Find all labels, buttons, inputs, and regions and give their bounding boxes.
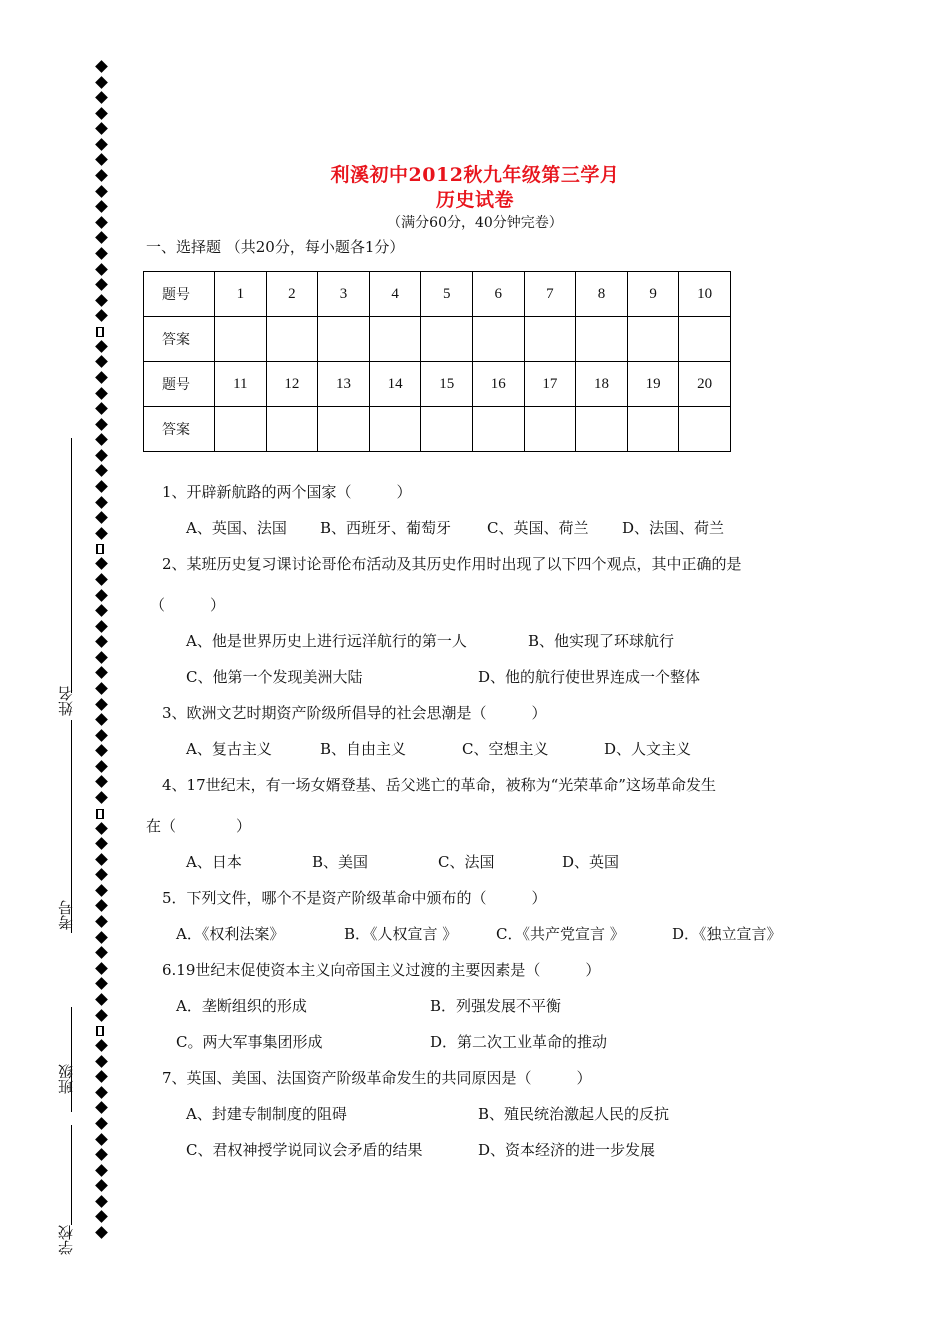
- diamond-mark: [95, 962, 108, 975]
- diamond-mark: [95, 247, 108, 260]
- q4-option-d: D、英国: [562, 853, 620, 871]
- q7-option-c: C、君权神授学说同议会矛盾的结果: [186, 1141, 423, 1159]
- diamond-mark: [95, 931, 108, 944]
- grid-row-label: 题号: [144, 272, 215, 317]
- diamond-mark: [95, 496, 108, 509]
- q5-option-d: D．《独立宣言》: [672, 925, 782, 943]
- q5-option-b: B．《人权宣言 》: [344, 925, 458, 943]
- question-3-stem: 3、欧洲文艺时期资产阶级所倡导的社会思潮是（ ）: [162, 704, 547, 722]
- grid-row-label: 题号: [144, 362, 215, 407]
- grid-cell: 5: [421, 272, 473, 317]
- grid-cell: 17: [524, 362, 576, 407]
- diamond-mark: [95, 635, 108, 648]
- diamond-mark: [95, 713, 108, 726]
- exam-title-line1: 利溪初中2012秋九年级第三学月: [330, 164, 620, 186]
- diamond-mark: [95, 853, 108, 866]
- grid-cell: 4: [369, 272, 421, 317]
- diamond-mark: [95, 263, 108, 276]
- diamond-border: [92, 62, 112, 1244]
- diamond-mark: [95, 915, 108, 928]
- diamond-mark: [95, 122, 108, 135]
- diamond-mark: [95, 1148, 108, 1161]
- diamond-mark: [95, 1164, 108, 1177]
- school-label: 学校: [57, 1225, 75, 1255]
- question-2-stem-cont: （ ）: [150, 596, 226, 614]
- diamond-mark: [95, 278, 108, 291]
- answer-cell[interactable]: [679, 407, 731, 452]
- grid-cell: 13: [318, 362, 370, 407]
- diamond-mark: [95, 138, 108, 151]
- answer-cell[interactable]: [266, 407, 318, 452]
- diamond-mark: [95, 884, 108, 897]
- answer-cell[interactable]: [369, 407, 421, 452]
- diamond-mark: [95, 294, 108, 307]
- diamond-mark: [95, 1179, 108, 1192]
- diamond-mark: [95, 1086, 108, 1099]
- diamond-mark: [95, 1009, 108, 1022]
- grid-cell: 7: [524, 272, 576, 317]
- diamond-mark: [95, 76, 108, 89]
- diamond-mark: [95, 1102, 108, 1115]
- diamond-mark: [95, 1055, 108, 1068]
- grid-row-numbers-2: [144, 362, 731, 407]
- q6-option-a: A．垄断组织的形成: [176, 997, 307, 1015]
- grid-row-label: 答案: [144, 407, 215, 452]
- grid-cell: 9: [627, 272, 679, 317]
- diamond-mark: [95, 418, 108, 431]
- diamond-mark: [95, 449, 108, 462]
- q1-option-d: D、法国、荷兰: [622, 519, 725, 537]
- q3-option-b: B、自由主义: [320, 740, 407, 758]
- q2-option-c: C、他第一个发现美洲大陆: [186, 668, 363, 686]
- q4-option-b: B、美国: [312, 853, 369, 871]
- name-label: 姓名: [57, 686, 75, 716]
- grid-cell: 14: [369, 362, 421, 407]
- answer-grid: [143, 271, 731, 452]
- diamond-mark: [95, 1226, 108, 1239]
- grid-cell: 8: [576, 272, 628, 317]
- diamond-mark: [95, 744, 108, 757]
- answer-cell[interactable]: [524, 407, 576, 452]
- diamond-mark: [95, 573, 108, 586]
- grid-cell: 11: [215, 362, 267, 407]
- question-1-stem: 1、开辟新航路的两个国家（ ）: [162, 483, 412, 501]
- answer-cell[interactable]: [679, 317, 731, 362]
- diamond-mark: [95, 1211, 108, 1224]
- diamond-mark: [95, 107, 108, 120]
- diamond-mark: [95, 667, 108, 680]
- name-line: [71, 438, 72, 693]
- diamond-mark: [95, 480, 108, 493]
- answer-cell[interactable]: [421, 407, 473, 452]
- diamond-mark: [95, 60, 108, 73]
- q3-option-a: A、复古主义: [186, 740, 272, 758]
- question-6-stem: 6.19世纪末促使资本主义向帝国主义过渡的主要因素是（ ）: [162, 961, 601, 979]
- diamond-mark: [95, 822, 108, 835]
- grid-cell: 16: [472, 362, 524, 407]
- q6-option-b: B．列强发展不平衡: [430, 997, 562, 1015]
- q5-option-c: C．《共产党宣言 》: [496, 925, 625, 943]
- q1-option-b: B、西班牙、葡萄牙: [320, 519, 452, 537]
- answer-cell[interactable]: [215, 317, 267, 362]
- diamond-mark: [95, 1133, 108, 1146]
- exam-subtitle: （满分60分，40分钟完卷）: [387, 215, 563, 231]
- diamond-mark: [95, 387, 108, 400]
- diamond-mark: [95, 511, 108, 524]
- diamond-mark: [95, 620, 108, 633]
- grid-cell: 20: [679, 362, 731, 407]
- diamond-mark: [95, 900, 108, 913]
- q1-option-c: C、英国、荷兰: [487, 519, 589, 537]
- grid-cell: 1: [215, 272, 267, 317]
- q3-option-d: D、人文主义: [604, 740, 692, 758]
- q2-option-d: D、他的航行使世界连成一个整体: [478, 668, 701, 686]
- question-7-stem: 7、英国、美国、法国资产阶级革命发生的共同原因是（ ）: [162, 1069, 592, 1087]
- answer-cell[interactable]: [318, 407, 370, 452]
- q6-option-d: D．第二次工业革命的推动: [430, 1033, 608, 1051]
- diamond-mark: [95, 1039, 108, 1052]
- answer-cell[interactable]: [524, 317, 576, 362]
- diamond-mark: [95, 433, 108, 446]
- q4-option-a: A、日本: [186, 853, 242, 871]
- diamond-mark: [95, 557, 108, 570]
- q7-option-a: A、封建专制制度的阻碍: [186, 1105, 347, 1123]
- diamond-mark: [95, 946, 108, 959]
- class-line: [71, 1007, 72, 1112]
- diamond-mark: [95, 309, 108, 322]
- diamond-mark: [95, 760, 108, 773]
- binding-marker: [96, 327, 104, 337]
- question-5-stem: 5．下列文件，哪个不是资产阶级革命中颁布的（ ）: [162, 889, 547, 907]
- diamond-mark: [95, 91, 108, 104]
- class-label: 班级: [57, 1064, 75, 1094]
- school-line: [71, 1125, 72, 1225]
- diamond-mark: [95, 776, 108, 789]
- answer-cell[interactable]: [472, 317, 524, 362]
- grid-row-numbers-1: [144, 272, 731, 317]
- question-4-stem-cont: 在（ ）: [146, 817, 252, 835]
- grid-row-label: 答案: [144, 317, 215, 362]
- diamond-mark: [95, 993, 108, 1006]
- question-2-stem: 2、某班历史复习课讨论哥伦布活动及其历史作用时出现了以下四个观点，其中正确的是: [162, 555, 742, 573]
- binding-marker: [96, 1026, 104, 1036]
- answer-cell[interactable]: [576, 317, 628, 362]
- diamond-mark: [95, 868, 108, 881]
- diamond-mark: [95, 589, 108, 602]
- q3-option-c: C、空想主义: [462, 740, 549, 758]
- answer-cell[interactable]: [215, 407, 267, 452]
- diamond-mark: [95, 791, 108, 804]
- answer-cell[interactable]: [369, 317, 421, 362]
- answer-cell[interactable]: [627, 407, 679, 452]
- q1-option-a: A、英国、法国: [186, 519, 287, 537]
- q6-option-c: C。两大军事集团形成: [176, 1033, 323, 1051]
- diamond-mark: [95, 837, 108, 850]
- diamond-mark: [95, 1195, 108, 1208]
- grid-cell: 19: [627, 362, 679, 407]
- diamond-mark: [95, 527, 108, 540]
- diamond-mark: [95, 604, 108, 617]
- q2-option-a: A、他是世界历史上进行远洋航行的第一人: [186, 632, 467, 650]
- answer-cell[interactable]: [627, 317, 679, 362]
- answer-cell[interactable]: [318, 317, 370, 362]
- answer-cell[interactable]: [472, 407, 524, 452]
- answer-cell[interactable]: [421, 317, 473, 362]
- exam-number-label: 考号: [57, 900, 75, 930]
- binding-marker: [96, 809, 104, 819]
- diamond-mark: [95, 651, 108, 664]
- q5-option-a: A．《权利法案》: [176, 925, 285, 943]
- question-4-stem: 4、17世纪末，有一场女婿登基、岳父逃亡的革命，被称为“光荣革命”这场革命发生: [162, 776, 716, 794]
- grid-cell: 3: [318, 272, 370, 317]
- q7-option-d: D、资本经济的进一步发展: [478, 1141, 656, 1159]
- grid-cell: 6: [472, 272, 524, 317]
- grid-cell: 15: [421, 362, 473, 407]
- diamond-mark: [95, 465, 108, 478]
- grid-cell: 12: [266, 362, 318, 407]
- diamond-mark: [95, 402, 108, 415]
- q2-option-b: B、他实现了环球航行: [528, 632, 675, 650]
- diamond-mark: [95, 340, 108, 353]
- grid-row-answers-2: [144, 407, 731, 452]
- exam-title-line2: 历史试卷: [435, 189, 514, 211]
- diamond-mark: [95, 682, 108, 695]
- answer-cell[interactable]: [576, 407, 628, 452]
- grid-cell: 2: [266, 272, 318, 317]
- q7-option-b: B、殖民统治激起人民的反抗: [478, 1105, 670, 1123]
- grid-cell: 18: [576, 362, 628, 407]
- diamond-mark: [95, 1117, 108, 1130]
- section-heading: 一、选择题 （共20分，每小题各1分）: [146, 238, 405, 256]
- answer-cell[interactable]: [266, 317, 318, 362]
- q4-option-c: C、法国: [438, 853, 495, 871]
- diamond-mark: [95, 356, 108, 369]
- binding-marker: [96, 544, 104, 554]
- diamond-mark: [95, 1070, 108, 1083]
- diamond-mark: [95, 729, 108, 742]
- grid-row-answers-1: [144, 317, 731, 362]
- diamond-mark: [95, 978, 108, 991]
- diamond-mark: [95, 698, 108, 711]
- diamond-mark: [95, 231, 108, 244]
- grid-cell: 10: [679, 272, 731, 317]
- diamond-mark: [95, 371, 108, 384]
